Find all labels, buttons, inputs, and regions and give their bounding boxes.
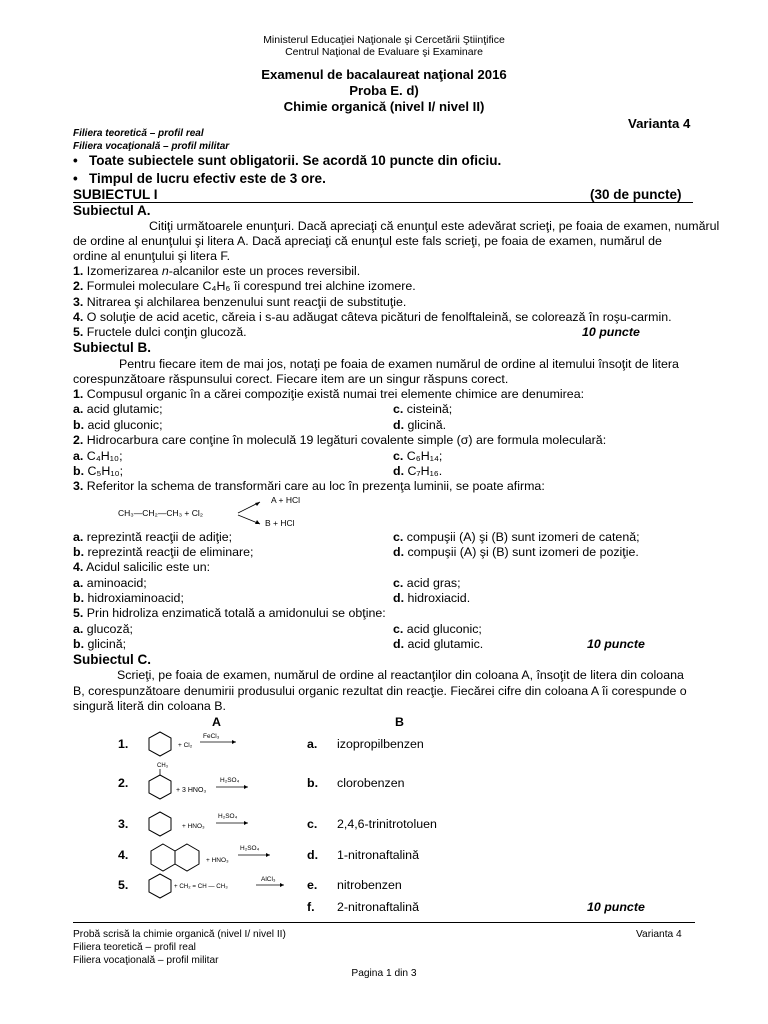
question-text: Hidrocarbura care conţine în moleculă 19 legături covalente simple (σ) are formula moleculară: [86, 433, 607, 447]
option-c: c. acid gluconic; [393, 622, 482, 636]
product-letter: f. [307, 900, 315, 914]
catalyst: H₂SO₄ [220, 777, 240, 784]
option-text: C₅H₁₀; [87, 464, 124, 478]
option-text: reprezintă reacţii de eliminare; [87, 545, 254, 559]
item-text: Nitrarea şi alchilarea benzenului sunt reacţii de substituţie. [86, 295, 407, 309]
sub-a-intro-1: Citiţi următoarele enunţuri. Dacă apreciaţi că enunţul este adevărat scrieţi, pe foaia de examen, numărul [149, 219, 720, 233]
item-number: 2. [73, 279, 84, 293]
filiera-vocationala: Filiera vocaţională – profil militar [73, 141, 230, 152]
reaction-number: 3. [118, 817, 129, 831]
catalyst: AlCl₃ [261, 876, 276, 883]
reaction-4 [150, 840, 300, 874]
question-text: Compusul organic în a cărei compoziţie există numai trei elemente chimice are denumirea: [86, 387, 585, 401]
product-item [307, 817, 437, 833]
option-c: c. acid gras; [393, 576, 461, 590]
option-b: b. glicină; [73, 637, 127, 651]
reaction-1 [148, 728, 298, 760]
sub-c-intro-1 [117, 668, 684, 684]
reagent: + HNO₃ [182, 823, 205, 830]
option-d: d. glicină. [393, 418, 447, 432]
reaction-2 [148, 760, 298, 804]
option-a: a. glucoză; [73, 622, 133, 636]
question-text: Prin hidroliza enzimatică totală a amidonului se obţine: [86, 606, 386, 620]
subject-title: Chimie organică (nivel I/ nivel II) [283, 99, 485, 114]
option-text: C₄H₁₀; [86, 449, 123, 463]
product-letter: d. [307, 848, 319, 862]
product-name: 2,4,6-trinitrotoluen [337, 817, 437, 831]
proba-title: Proba E. d) [349, 83, 419, 98]
option-d: d. acid glutamic. [393, 637, 484, 651]
sub-c-intro-3: singură literă din coloana B. [73, 699, 226, 713]
sub-a-item [73, 295, 406, 311]
sub-b-intro-2: corespunzătoare răspunsului corect. Fiecare item are un singur răspuns corect. [73, 372, 509, 386]
subiectul-1-title: SUBIECTUL I [73, 187, 158, 202]
page-number: Pagina 1 din 3 [351, 968, 417, 979]
product-letter: b. [307, 776, 319, 790]
reagent: + CH₂ = CH — CH₃ [174, 883, 228, 890]
option-text: glicină. [407, 418, 447, 432]
item-text: -alcanilor este un proces reversibil. [168, 264, 361, 278]
arrowhead [232, 740, 236, 744]
reaction-3 [148, 808, 298, 840]
question-1: 1. Compusul organic în a cărei compoziţie există numai trei elemente chimice are denumirea: [73, 387, 585, 401]
bullet-1-text: Toate subiectele sunt obligatorii. Se acordă 10 puncte din oficiu. [88, 153, 502, 168]
bullet-1: • Toate subiectele sunt obligatorii. Se acordă 10 puncte din oficiu. [73, 153, 502, 168]
reagent: + Cl₂ [178, 742, 193, 749]
option-text: C₆H₁₄; [406, 449, 443, 463]
arrowhead [244, 821, 248, 825]
option-text: glucoză; [86, 622, 133, 636]
item-number: 5. [73, 325, 84, 339]
naphthalene-ring-icon [175, 844, 199, 871]
column-b-header: B [395, 715, 404, 729]
divider [73, 202, 693, 203]
option-text: acid glutamic. [407, 637, 484, 651]
product-name: nitrobenzen [337, 878, 402, 892]
option-a: a. acid glutamic; [73, 402, 163, 416]
sub-c-title: Subiectul C. [73, 652, 152, 667]
benzene-ring-icon [149, 732, 171, 756]
footer-line-2: Filiera teoretică – profil real [73, 942, 196, 953]
center-name: Centrul Naţional de Evaluare şi Examinare [285, 46, 483, 58]
question-5: 5. Prin hidroliza enzimatică totală a amidonului se obţine: [73, 606, 386, 620]
reaction-number: 2. [118, 776, 129, 790]
catalyst: FeCl₃ [203, 733, 220, 740]
option-text: acid gluconic; [87, 418, 163, 432]
question-2: 2. Hidrocarbura care conţine în moleculă 19 legături covalente simple (σ) are formula moleculară: [73, 433, 607, 447]
product-item [307, 878, 402, 894]
sub-a-title: Subiectul A. [73, 203, 151, 218]
sub-a-item [73, 325, 247, 341]
sub-b-intro-1: Pentru fiecare item de mai jos, notaţi pe foaia de examen numărul de ordine al itemului însoţit de litera [119, 357, 679, 371]
reaction-number: 1. [118, 737, 129, 751]
question-text: Acidul salicilic este un: [86, 560, 211, 574]
sub-c-intro-2: B, corespunzătoare denumirii produsului organic rezultat din reacţie. Fiecărei cifre din coloana A îi corespunde o [73, 684, 687, 698]
product-letter: c. [307, 817, 318, 831]
option-d: d. compuşii (A) şi (B) sunt izomeri de poziţie. [393, 545, 639, 559]
filiera-teoretica: Filiera teoretică – profil real [73, 128, 204, 139]
sub-b-title: Subiectul B. [73, 340, 152, 355]
option-b: b. acid gluconic; [73, 418, 163, 432]
product-name: 2-nitronaftalină [337, 900, 419, 914]
sub-a-intro-2: de ordine al enunţului şi litera A. Dacă apreciaţi că enunţul este fals scrieţi, pe foaia de examen, numărul de [73, 234, 662, 248]
sub-a-item [73, 279, 416, 295]
reagent: + HNO₃ [206, 857, 229, 864]
product-letter: a. [307, 737, 318, 751]
ministry-name: Ministerul Educaţiei Naţionale şi Cercetării Ştiinţifice [263, 34, 505, 46]
item-text: O soluţie de acid acetic, căreia i s-au adăugat câteva picături de fenolftaleină, se colorează în roşu-carmin. [86, 310, 672, 324]
option-text: compuşii (A) şi (B) sunt izomeri de catenă; [406, 530, 640, 544]
option-text: acid gras; [406, 576, 461, 590]
sub-a-item [73, 310, 672, 326]
catalyst: H₂SO₄ [218, 813, 238, 820]
option-d: d. hidroxiacid. [393, 591, 471, 605]
option-c: c. cisteină; [393, 402, 453, 416]
option-text: aminoacid; [86, 576, 147, 590]
option-text: C₇H₁₆. [407, 464, 443, 478]
reaction-5 [148, 870, 298, 902]
sub-c-intro-1-text: Scrieţi, pe foaia de examen, numărul de ordine al reactanţilor din coloana A, însoţit de litera din coloana [117, 668, 684, 682]
item-text: Formulei moleculare C₄H₆ îi corespund trei alchine izomere. [86, 279, 416, 293]
reagent: + 3 HNO₃ [176, 787, 207, 794]
reaction-number: 4. [118, 848, 129, 862]
item-text-italic: n [161, 264, 169, 278]
scheme-product-b: B + HCl [265, 518, 295, 528]
item-number: 3. [73, 295, 84, 309]
sub-a-item [73, 264, 360, 280]
column-a-header: A [212, 715, 221, 729]
option-text: acid gluconic; [406, 622, 482, 636]
benzene-ring-icon [149, 812, 171, 836]
arrowhead [266, 853, 270, 857]
product-item [307, 848, 419, 864]
option-b: b. C₅H₁₀; [73, 464, 124, 478]
product-letter: e. [307, 878, 318, 892]
sub-a-intro-3: ordine al enunţului şi litera F. [73, 249, 231, 263]
subiectul-1-points: (30 de puncte) [590, 187, 682, 202]
option-text: acid glutamic; [86, 402, 163, 416]
item-number: 1. [73, 264, 84, 278]
reaction-number: 5. [118, 878, 129, 892]
sub-b-points: 10 puncte [587, 637, 645, 651]
benzene-ring-icon [149, 775, 171, 799]
product-item [307, 737, 424, 753]
option-a: a. reprezintă reacţii de adiţie; [73, 530, 233, 544]
exam-title: Examenul de bacalaureat naţional 2016 [261, 67, 507, 82]
product-name: clorobenzen [337, 776, 405, 790]
option-d: d. C₇H₁₆. [393, 464, 443, 478]
arrowhead [280, 883, 284, 887]
option-text: reprezintă reacţii de adiţie; [86, 530, 233, 544]
option-c: c. C₆H₁₄; [393, 449, 443, 463]
bullet-2: • Timpul de lucru efectiv este de 3 ore. [73, 171, 326, 186]
bullet-2-text: Timpul de lucru efectiv este de 3 ore. [88, 171, 326, 186]
question-4: 4. Acidul salicilic este un: [73, 560, 211, 574]
product-name: izopropilbenzen [337, 737, 424, 751]
item-text: Izomerizarea [86, 264, 162, 278]
option-text: hidroxiacid. [407, 591, 471, 605]
scheme-product-a: A + HCl [271, 495, 301, 505]
sub-c-points: 10 puncte [587, 900, 645, 914]
variant-label: Varianta 4 [628, 116, 691, 131]
footer-line-3: Filiera vocaţională – profil militar [73, 955, 219, 966]
question-text: Referitor la schema de transformări care au loc în prezenţa luminii, se poate afirma: [86, 479, 545, 493]
option-c: c. compuşii (A) şi (B) sunt izomeri de catenă; [393, 530, 640, 544]
option-text: hidroxiaminoacid; [87, 591, 184, 605]
item-number: 4. [73, 310, 84, 324]
sub-a-points: 10 puncte [582, 325, 640, 339]
item-text: Fructele dulci conţin glucoză. [86, 325, 247, 339]
product-name: 1-nitronaftalină [337, 848, 419, 862]
option-text: compuşii (A) şi (B) sunt izomeri de poziţie. [407, 545, 639, 559]
footer-variant: Varianta 4 [636, 929, 682, 940]
product-item [307, 900, 419, 916]
question-3: 3. Referitor la schema de transformări care au loc în prezenţa luminii, se poate afirma: [73, 479, 545, 493]
option-a: a. C₄H₁₀; [73, 449, 123, 463]
scheme-reactants: CH₃—CH₂—CH₃ + Cl₂ [118, 508, 204, 518]
option-b: b. hidroxiaminoacid; [73, 591, 184, 605]
footer-divider [73, 922, 695, 923]
naphthalene-ring-icon [151, 844, 175, 871]
substituent: CH₃ [157, 763, 169, 769]
arrowhead [244, 785, 248, 789]
product-item [307, 776, 405, 792]
arrowhead [255, 502, 260, 506]
option-text: cisteină; [406, 402, 453, 416]
footer-line-1: Probă scrisă la chimie organică (nivel I/ nivel II) [73, 929, 286, 940]
option-b: b. reprezintă reacţii de eliminare; [73, 545, 254, 559]
option-a: a. aminoacid; [73, 576, 147, 590]
catalyst: H₂SO₄ [240, 845, 260, 852]
benzene-ring-icon [149, 874, 171, 898]
option-text: glicină; [87, 637, 127, 651]
reaction-scheme [118, 494, 348, 528]
